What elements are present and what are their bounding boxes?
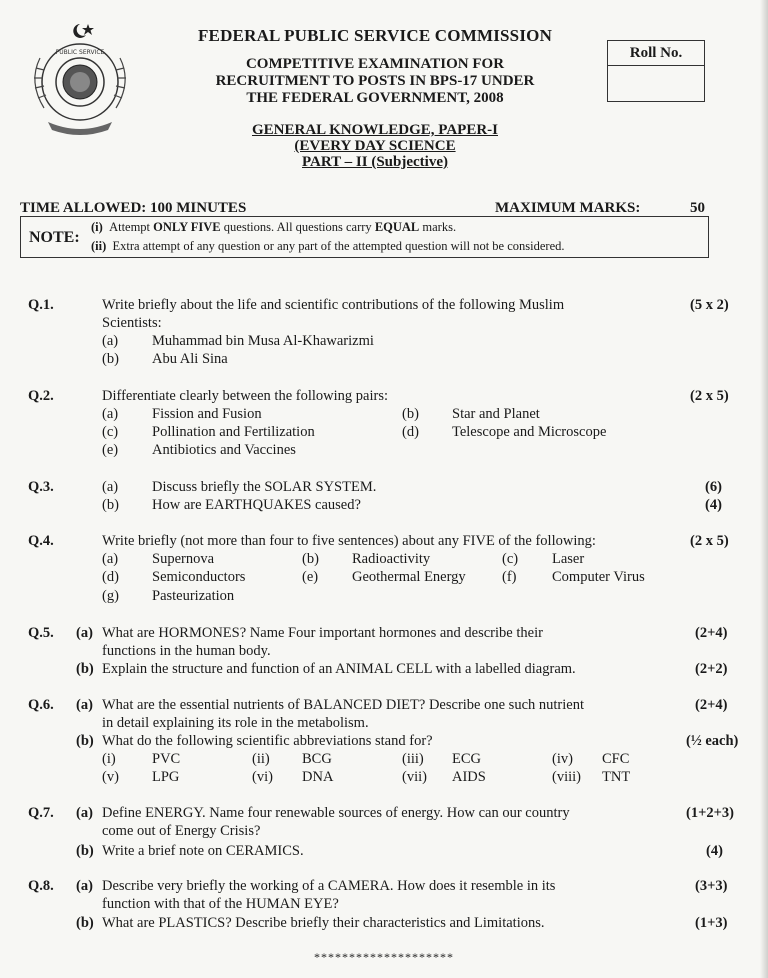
question-marks: (1+2+3)	[686, 805, 734, 821]
roll-number-box	[607, 40, 705, 102]
abbr-number: (viii)	[552, 769, 581, 785]
note-item-2	[91, 239, 565, 254]
question-marks: (2+4)	[695, 625, 728, 641]
question-text: functions in the human body.	[102, 643, 271, 659]
paper-title-line: GENERAL KNOWLEDGE, PAPER-I	[252, 122, 498, 138]
part-label: (a)	[76, 805, 93, 821]
end-of-paper-stars: ********************	[314, 950, 454, 964]
option-text: Computer Virus	[552, 569, 645, 585]
max-marks-value: 50	[690, 200, 705, 216]
part-label: (a)	[76, 697, 93, 713]
page-edge-shadow	[760, 0, 768, 978]
option-label: (a)	[102, 333, 119, 349]
option-label: (e)	[302, 569, 319, 585]
note-text: marks.	[419, 220, 457, 234]
organization-title: FEDERAL PUBLIC SERVICE COMMISSION	[197, 26, 553, 45]
option-label: (a)	[102, 479, 119, 495]
note-text: questions. All questions carry	[220, 220, 375, 234]
question-number: Q.8.	[28, 878, 54, 894]
question-text: Describe very briefly the working of a CAMERA. How does it resemble in its	[102, 878, 556, 894]
part-label: (a)	[76, 625, 93, 641]
abbr-term: LPG	[152, 769, 180, 785]
option-text: How are EARTHQUAKES caused?	[152, 497, 361, 513]
question-marks: (2 x 5)	[690, 388, 729, 404]
paper-title-line: (EVERY DAY SCIENCE	[294, 138, 456, 154]
question-marks: (2 x 5)	[690, 533, 729, 549]
question-text: Write a brief note on CERAMICS.	[102, 843, 304, 859]
option-text: Laser	[552, 551, 585, 567]
option-label: (d)	[102, 569, 119, 585]
question-text: in detail explaining its role in the metabolism.	[102, 715, 369, 731]
abbr-number: (ii)	[252, 751, 270, 767]
option-label: (a)	[102, 406, 119, 422]
question-text: Define ENERGY. Name four renewable sources of energy. How can our country	[102, 805, 570, 821]
exam-title-line: THE FEDERAL GOVERNMENT, 2008	[246, 90, 504, 106]
question-text: function with that of the HUMAN EYE?	[102, 896, 339, 912]
question-text: Write briefly (not more than four to five sentences) about any FIVE of the following:	[102, 533, 596, 549]
fpsc-emblem-icon	[18, 18, 142, 142]
question-text: What are the essential nutrients of BALANCED DIET? Describe one such nutrient	[102, 697, 584, 713]
question-number: Q.2.	[28, 388, 54, 404]
question-number: Q.3.	[28, 479, 54, 495]
exam-title-line: RECRUITMENT TO POSTS IN BPS-17 UNDER	[215, 73, 535, 89]
question-marks: (3+3)	[695, 878, 728, 894]
option-text: Geothermal Energy	[352, 569, 466, 585]
question-marks: (2+2)	[695, 661, 728, 677]
option-text: Antibiotics and Vaccines	[152, 442, 296, 458]
note-emphasis: ONLY FIVE	[153, 220, 221, 234]
abbr-term: PVC	[152, 751, 181, 767]
abbr-number: (iii)	[402, 751, 424, 767]
option-label: (g)	[102, 588, 119, 604]
abbr-term: CFC	[602, 751, 630, 767]
note-emphasis: EQUAL	[374, 220, 420, 234]
abbr-number: (iv)	[552, 751, 573, 767]
question-marks: (6)	[705, 479, 722, 495]
note-label: NOTE:	[29, 229, 80, 246]
option-text: Telescope and Microscope	[452, 424, 607, 440]
abbr-number: (v)	[102, 769, 119, 785]
paper-title-line: PART – II (Subjective)	[302, 154, 448, 170]
question-number: Q.6.	[28, 697, 54, 713]
option-label: (c)	[502, 551, 519, 567]
option-label: (b)	[102, 497, 119, 513]
abbr-number: (vii)	[402, 769, 427, 785]
question-marks: (½ each)	[686, 733, 739, 749]
max-marks-label: MAXIMUM MARKS:	[495, 200, 641, 216]
question-text: Explain the structure and function of an ANIMAL CELL with a labelled diagram.	[102, 661, 576, 677]
note-box	[20, 216, 709, 258]
question-number: Q.1.	[28, 297, 54, 313]
note-item-number: (ii)	[91, 239, 107, 253]
question-marks: (1+3)	[695, 915, 728, 931]
option-label: (b)	[302, 551, 319, 567]
part-label: (b)	[76, 733, 94, 749]
abbr-term: BCG	[302, 751, 332, 767]
option-label: (f)	[502, 569, 517, 585]
abbr-term: ECG	[452, 751, 481, 767]
option-text: Supernova	[152, 551, 215, 567]
abbr-term: DNA	[302, 769, 334, 785]
part-label: (b)	[76, 843, 94, 859]
option-text: Pollination and Fertilization	[152, 424, 315, 440]
note-item-1	[91, 220, 456, 235]
option-text: Muhammad bin Musa Al-Khawarizmi	[152, 333, 374, 349]
option-text: Abu Ali Sina	[152, 351, 228, 367]
option-label: (b)	[102, 351, 119, 367]
question-text: Write briefly about the life and scientific contributions of the following Muslim	[102, 297, 565, 313]
note-text: Extra attempt of any question or any part of the attempted question will not be considered.	[112, 239, 565, 253]
abbr-number: (vi)	[252, 769, 273, 785]
abbr-term: TNT	[602, 769, 631, 785]
question-number: Q.4.	[28, 533, 54, 549]
option-label: (d)	[402, 424, 419, 440]
time-allowed: TIME ALLOWED: 100 MINUTES	[20, 200, 247, 216]
question-number: Q.5.	[28, 625, 54, 641]
note-item-number: (i)	[91, 220, 103, 234]
exam-title	[175, 56, 575, 107]
question-marks: (5 x 2)	[690, 297, 729, 313]
option-text: Pasteurization	[152, 588, 235, 604]
note-text: Attempt	[109, 220, 154, 234]
option-label: (a)	[102, 551, 119, 567]
option-label: (b)	[402, 406, 419, 422]
question-marks: (4)	[706, 843, 723, 859]
part-label: (b)	[76, 661, 94, 677]
question-text: Scientists:	[102, 315, 162, 331]
option-label: (c)	[102, 424, 119, 440]
question-text: What are PLASTICS? Describe briefly their characteristics and Limitations.	[102, 915, 545, 931]
abbr-number: (i)	[102, 751, 116, 767]
option-text: Radioactivity	[352, 551, 431, 567]
abbr-term: AIDS	[452, 769, 486, 785]
option-text: Semiconductors	[152, 569, 246, 585]
option-label: (e)	[102, 442, 119, 458]
svg-text:PUBLIC SERVICE: PUBLIC SERVICE	[55, 49, 105, 56]
roll-number-label: Roll No.	[608, 41, 704, 66]
paper-title	[175, 122, 575, 170]
question-number: Q.7.	[28, 805, 54, 821]
option-text: Star and Planet	[452, 406, 540, 422]
question-text: Differentiate clearly between the following pairs:	[102, 388, 388, 404]
question-text: come out of Energy Crisis?	[102, 823, 261, 839]
option-text: Fission and Fusion	[152, 406, 262, 422]
question-text: What are HORMONES? Name Four important hormones and describe their	[102, 625, 543, 641]
part-label: (b)	[76, 915, 94, 931]
question-marks: (2+4)	[695, 697, 728, 713]
question-marks: (4)	[705, 497, 722, 513]
part-label: (a)	[76, 878, 93, 894]
exam-title-line: COMPETITIVE EXAMINATION FOR	[245, 56, 505, 72]
option-text: Discuss briefly the SOLAR SYSTEM.	[152, 479, 377, 495]
question-text: What do the following scientific abbreviations stand for?	[102, 733, 433, 749]
